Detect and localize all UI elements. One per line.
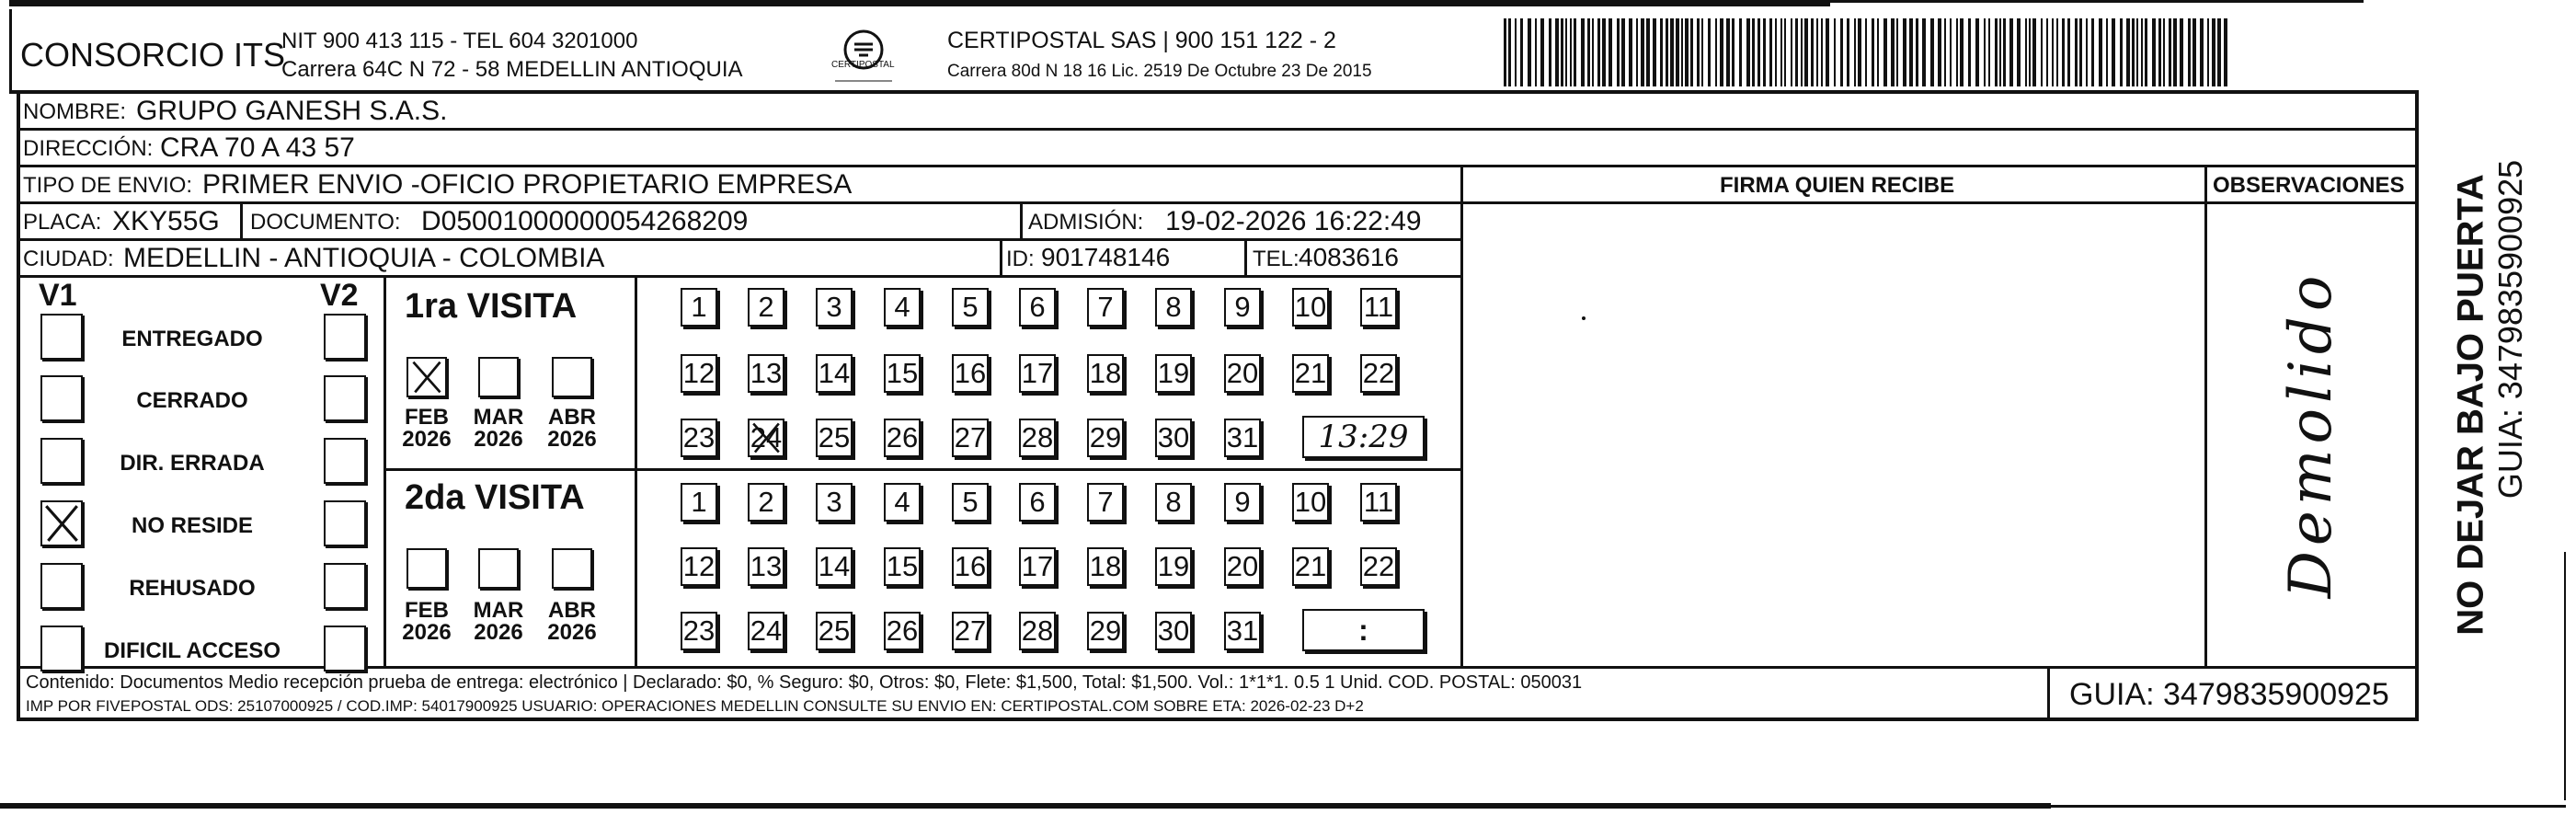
visit2-day-box[interactable] <box>1019 547 1056 586</box>
visit-1-title: 1ra VISITA <box>405 287 578 326</box>
visit1-day-box[interactable] <box>1360 354 1397 393</box>
recipient-address: CRA 70 A 43 57 <box>160 132 355 163</box>
tel-label: TEL: <box>1253 247 1299 271</box>
visit2-day-box[interactable] <box>681 612 717 650</box>
visit2-day-number: 21 <box>1294 550 1327 582</box>
id-value: 901748146 <box>1041 243 1171 271</box>
visit2-day-box[interactable] <box>1360 547 1397 586</box>
footer-content: Contenido: Documentos Medio recepción prueba de entrega: electrónico | Declarado: $0, % Seguro: $0, Otros: $0, Flete: $1,500, Total: $1,500. Vol.: 1*1*1. 0.5 1 Unid. COD. POSTAL: 050031 <box>26 672 1583 693</box>
visit2-day-number: 12 <box>682 550 716 582</box>
visit2-day-box[interactable] <box>1087 612 1124 650</box>
visit1-day-number: 24 <box>750 421 783 453</box>
visit1-day-box[interactable] <box>952 419 989 457</box>
visit2-day-box[interactable] <box>1360 483 1397 522</box>
visit1-day-number: 1 <box>691 291 707 323</box>
visit1-day-box[interactable] <box>952 288 989 327</box>
recipient-name: GRUPO GANESH S.A.S. <box>136 96 448 126</box>
visit2-day-number: 31 <box>1226 614 1259 647</box>
visit1-day-box[interactable] <box>1087 419 1124 457</box>
visit1-day-box[interactable] <box>681 288 717 327</box>
v2-checkbox-dir-errada[interactable] <box>324 438 366 484</box>
type-label: TIPO DE ENVIO: <box>23 173 193 198</box>
v2-checkbox-entregado[interactable] <box>324 314 366 360</box>
visit2-day-box[interactable] <box>1292 483 1329 522</box>
visit1-day-box[interactable] <box>748 419 784 457</box>
visit2-day-box[interactable] <box>884 547 921 586</box>
visit2-day-number: 26 <box>886 614 919 647</box>
visit1-day-box[interactable] <box>816 354 853 393</box>
visit2-day-number: 28 <box>1021 614 1054 647</box>
visit1-day-box[interactable] <box>884 419 921 457</box>
status-label-no-reside: NO RESIDE <box>131 513 254 538</box>
visit1-day-number: 15 <box>886 357 919 389</box>
row-line-footer <box>17 666 2419 669</box>
visit2-day-box[interactable] <box>681 547 717 586</box>
visit2-month-label: FEB <box>405 598 449 623</box>
visit1-day-box[interactable] <box>748 288 784 327</box>
visit-2-title: 2da VISITA <box>405 478 585 517</box>
footer-imp: IMP POR FIVEPOSTAL ODS: 25107000925 / COD.IMP: 54017900925 USUARIO: OPERACIONES MEDELLIN CONSULTE SU ENVIO EN: CERTIPOSTAL.COM SOBRE ETA: 2026-02-23 D+2 <box>26 697 1364 715</box>
visit2-day-number: 29 <box>1089 614 1122 647</box>
visit1-month-mar[interactable] <box>478 357 519 397</box>
visit2-day-box[interactable] <box>1155 547 1192 586</box>
status-label-dir-errada: DIR. ERRADA <box>120 451 265 476</box>
visit1-day-box[interactable] <box>1224 354 1261 393</box>
visit2-month-label: MAR <box>473 598 524 623</box>
row-line-3 <box>17 201 1462 204</box>
visit1-day-box[interactable] <box>1087 354 1124 393</box>
visit1-day-number: 7 <box>1097 291 1114 323</box>
visit2-day-number: 18 <box>1089 550 1122 582</box>
status-label-cerrado: CERRADO <box>136 388 248 413</box>
visit1-day-box[interactable] <box>1155 419 1192 457</box>
visit2-month-abr[interactable] <box>552 548 592 589</box>
visit1-day-number: 9 <box>1234 291 1251 323</box>
signature-header: FIRMA QUIEN RECIBE <box>1720 173 1955 198</box>
visit2-day-number: 19 <box>1157 550 1190 582</box>
visit2-day-box[interactable] <box>1224 483 1261 522</box>
bottom-scan-edge-right <box>2051 805 2566 808</box>
observations-area <box>2207 204 2415 666</box>
footer-guia: GUIA: 3479835900925 <box>2069 677 2389 712</box>
visit2-day-box[interactable] <box>748 612 784 650</box>
visit1-day-box[interactable] <box>681 354 717 393</box>
visit1-year-label: 2026 <box>474 427 523 452</box>
admission-value: 19-02-2026 16:22:49 <box>1165 206 1422 236</box>
visit1-day-number: 14 <box>818 357 851 389</box>
visit2-day-number: 25 <box>818 614 851 647</box>
visit1-day-box[interactable] <box>1155 288 1192 327</box>
check-x-mark <box>408 359 445 396</box>
visit1-day-number: 16 <box>954 357 987 389</box>
visit2-day-box[interactable] <box>1292 547 1329 586</box>
visit2-day-box[interactable] <box>748 547 784 586</box>
observations-handwriting: Demolido <box>2277 270 2345 599</box>
visit2-day-number: 4 <box>894 486 910 518</box>
v1-label: V1 <box>39 278 77 313</box>
visit1-day-box[interactable] <box>884 354 921 393</box>
visit1-month-label: FEB <box>405 405 449 430</box>
address-label: DIRECCIÓN: <box>23 136 154 161</box>
visit2-day-box[interactable] <box>1019 612 1056 650</box>
visit2-day-box[interactable] <box>952 612 989 650</box>
visit1-day-number: 2 <box>758 291 774 323</box>
visit2-day-number: 7 <box>1097 486 1114 518</box>
vline-sig-left <box>1460 165 1463 668</box>
visit1-day-number: 20 <box>1226 357 1259 389</box>
visit1-year-label: 2026 <box>402 427 452 452</box>
status-label-dificil-acceso: DIFICIL ACCESO <box>103 638 280 663</box>
visit2-day-number: 16 <box>954 550 987 582</box>
visit-2-time-value: : <box>1358 613 1368 647</box>
visit2-day-box[interactable] <box>952 483 989 522</box>
visit2-day-box[interactable] <box>1224 612 1261 650</box>
name-label: NOMBRE: <box>23 99 127 124</box>
visit2-day-number: 5 <box>962 486 979 518</box>
observations-header: OBSERVACIONES <box>2213 173 2405 198</box>
frame-right <box>2415 90 2419 719</box>
visit1-day-box[interactable] <box>681 419 717 457</box>
status-label-entregado: ENTREGADO <box>121 327 263 351</box>
operator-line: CERTIPOSTAL SAS | 900 151 122 - 2 <box>947 28 1336 53</box>
visit2-day-number: 20 <box>1226 550 1259 582</box>
plate-label: PLACA: <box>23 210 102 235</box>
visit2-day-number: 13 <box>750 550 783 582</box>
visit1-day-number: 10 <box>1294 291 1327 323</box>
visit2-day-box[interactable] <box>748 483 784 522</box>
visit2-day-number: 22 <box>1362 550 1395 582</box>
visit1-day-box[interactable] <box>1155 354 1192 393</box>
id-label: ID: <box>1006 247 1035 271</box>
document-value: D05001000000054268209 <box>421 206 749 236</box>
city-label: CIUDAD: <box>23 247 114 271</box>
visit2-day-number: 17 <box>1021 550 1054 582</box>
visit2-month-feb[interactable] <box>406 548 447 589</box>
visit2-day-number: 14 <box>818 550 851 582</box>
company-address: Carrera 64C N 72 - 58 MEDELLIN ANTIOQUIA <box>281 57 743 82</box>
company-nit: NIT 900 413 115 - TEL 604 3201000 <box>281 29 638 53</box>
visit1-day-number: 5 <box>962 291 979 323</box>
visit2-day-number: 15 <box>886 550 919 582</box>
visit1-day-box[interactable] <box>748 354 784 393</box>
check-x-mark <box>750 420 783 455</box>
visit1-day-number: 3 <box>826 291 842 323</box>
visit1-day-box[interactable] <box>1224 288 1261 327</box>
visit1-day-box[interactable] <box>816 419 853 457</box>
visit1-day-number: 18 <box>1089 357 1122 389</box>
visit2-day-box[interactable] <box>1087 483 1124 522</box>
logo-caption: CERTIPOSTAL <box>831 60 895 70</box>
visit2-day-number: 27 <box>954 614 987 647</box>
row-line-1 <box>17 128 2419 131</box>
visit1-day-number: 12 <box>682 357 716 389</box>
visit1-day-box[interactable] <box>952 354 989 393</box>
visit2-day-number: 24 <box>750 614 783 647</box>
visit1-day-box[interactable] <box>1292 288 1329 327</box>
visit2-day-number: 9 <box>1234 486 1251 518</box>
visit2-year-label: 2026 <box>547 620 597 645</box>
visit-2-time[interactable] <box>1302 609 1425 651</box>
visit1-day-number: 26 <box>886 421 919 453</box>
top-scan-edge-right <box>1830 0 2364 3</box>
v2-checkbox-dificil-acceso[interactable] <box>324 626 366 672</box>
barcode <box>1504 18 2230 86</box>
visit1-day-number: 28 <box>1021 421 1054 453</box>
visit2-day-number: 23 <box>682 614 716 647</box>
visit2-day-box[interactable] <box>816 612 853 650</box>
visit1-day-number: 31 <box>1226 421 1259 453</box>
tel-value: 4083616 <box>1299 243 1400 271</box>
top-scan-edge <box>9 0 1830 6</box>
visit2-month-label: ABR <box>548 598 596 623</box>
visit2-month-mar[interactable] <box>478 548 519 589</box>
visit2-day-box[interactable] <box>1155 483 1192 522</box>
visit1-day-number: 21 <box>1294 357 1327 389</box>
vline-plate <box>240 201 243 240</box>
visit1-month-feb[interactable] <box>406 357 447 397</box>
vline-tel <box>1244 238 1247 277</box>
visit-1-time[interactable] <box>1302 416 1425 458</box>
visit1-day-number: 11 <box>1363 291 1394 323</box>
v2-checkbox-rehusado[interactable] <box>324 563 366 609</box>
visit2-day-number: 3 <box>826 486 842 518</box>
visit1-day-box[interactable] <box>816 288 853 327</box>
visit2-day-box[interactable] <box>884 483 921 522</box>
city-value: MEDELLIN - ANTIOQUIA - COLOMBIA <box>123 243 605 273</box>
ink-dot <box>1582 316 1586 320</box>
visit1-year-label: 2026 <box>547 427 597 452</box>
visit1-month-abr[interactable] <box>552 357 592 397</box>
visit1-day-number: 29 <box>1089 421 1122 453</box>
visit1-day-box[interactable] <box>1292 354 1329 393</box>
visit2-day-number: 1 <box>691 486 707 518</box>
visit2-day-box[interactable] <box>1224 547 1261 586</box>
side-guia: GUIA: 3479835900925 <box>2491 159 2529 499</box>
side-warning: NO DEJAR BAJO PUERTA <box>2450 174 2491 636</box>
visit2-year-label: 2026 <box>402 620 452 645</box>
visit1-day-box[interactable] <box>1019 419 1056 457</box>
vline-id <box>1000 238 1002 277</box>
visit1-day-number: 27 <box>954 421 987 453</box>
visit2-day-box[interactable] <box>681 483 717 522</box>
v2-checkbox-cerrado[interactable] <box>324 375 366 421</box>
visit1-day-number: 6 <box>1029 291 1046 323</box>
visit2-day-number: 11 <box>1363 486 1394 518</box>
visit1-day-box[interactable] <box>1019 354 1056 393</box>
visit2-day-number: 10 <box>1294 486 1327 518</box>
visit1-day-box[interactable] <box>1224 419 1261 457</box>
visit2-day-box[interactable] <box>884 612 921 650</box>
visit-divider <box>384 468 1461 471</box>
visit1-day-box[interactable] <box>884 288 921 327</box>
right-scan-mark <box>2564 552 2566 800</box>
visit2-day-box[interactable] <box>1087 547 1124 586</box>
v2-label: V2 <box>320 278 359 313</box>
visit1-month-label: ABR <box>548 405 596 430</box>
visit1-day-box[interactable] <box>1087 288 1124 327</box>
visit1-month-label: MAR <box>473 405 524 430</box>
frame-bottom <box>17 717 2419 721</box>
bottom-scan-edge <box>0 803 2051 809</box>
visit1-day-number: 19 <box>1157 357 1190 389</box>
admission-label: ADMISIÓN: <box>1028 210 1144 235</box>
visit1-day-number: 22 <box>1362 357 1395 389</box>
visit2-day-box[interactable] <box>952 547 989 586</box>
visit2-day-number: 8 <box>1165 486 1182 518</box>
visit-1-time-value: 13:29 <box>1318 419 1409 455</box>
visit2-day-number: 30 <box>1157 614 1190 647</box>
operator-address: Carrera 80d N 18 16 Lic. 2519 De Octubre 23 De 2015 <box>947 62 1372 81</box>
visit2-day-number: 2 <box>758 486 774 518</box>
vline-admision <box>1020 201 1023 240</box>
visit1-day-number: 4 <box>894 291 910 323</box>
signature-area[interactable] <box>1464 204 2204 666</box>
status-label-rehusado: REHUSADO <box>129 576 256 601</box>
v2-checkbox-no-reside[interactable] <box>324 500 366 546</box>
row-line-2 <box>17 165 2419 167</box>
visit2-day-box[interactable] <box>1019 483 1056 522</box>
visit1-day-number: 25 <box>818 421 851 453</box>
company-name: CONSORCIO ITS <box>20 36 286 74</box>
visit1-day-number: 30 <box>1157 421 1190 453</box>
visit1-day-number: 13 <box>750 357 783 389</box>
shipment-type: PRIMER ENVIO -OFICIO PROPIETARIO EMPRESA <box>202 169 853 200</box>
visit1-day-box[interactable] <box>1019 288 1056 327</box>
visit2-year-label: 2026 <box>474 620 523 645</box>
plate-value: XKY55G <box>112 206 220 236</box>
visit1-day-number: 17 <box>1021 357 1054 389</box>
visit2-day-box[interactable] <box>1155 612 1192 650</box>
visit2-day-number: 6 <box>1029 486 1046 518</box>
visit1-day-number: 8 <box>1165 291 1182 323</box>
document-label: DOCUMENTO: <box>250 210 401 235</box>
frame-left-header <box>9 9 12 94</box>
visit2-day-box[interactable] <box>816 483 853 522</box>
frame-top <box>9 90 2419 94</box>
visit1-day-box[interactable] <box>1360 288 1397 327</box>
vline-footer-guia <box>2047 666 2050 719</box>
visit2-day-box[interactable] <box>816 547 853 586</box>
visit1-day-number: 23 <box>682 421 716 453</box>
